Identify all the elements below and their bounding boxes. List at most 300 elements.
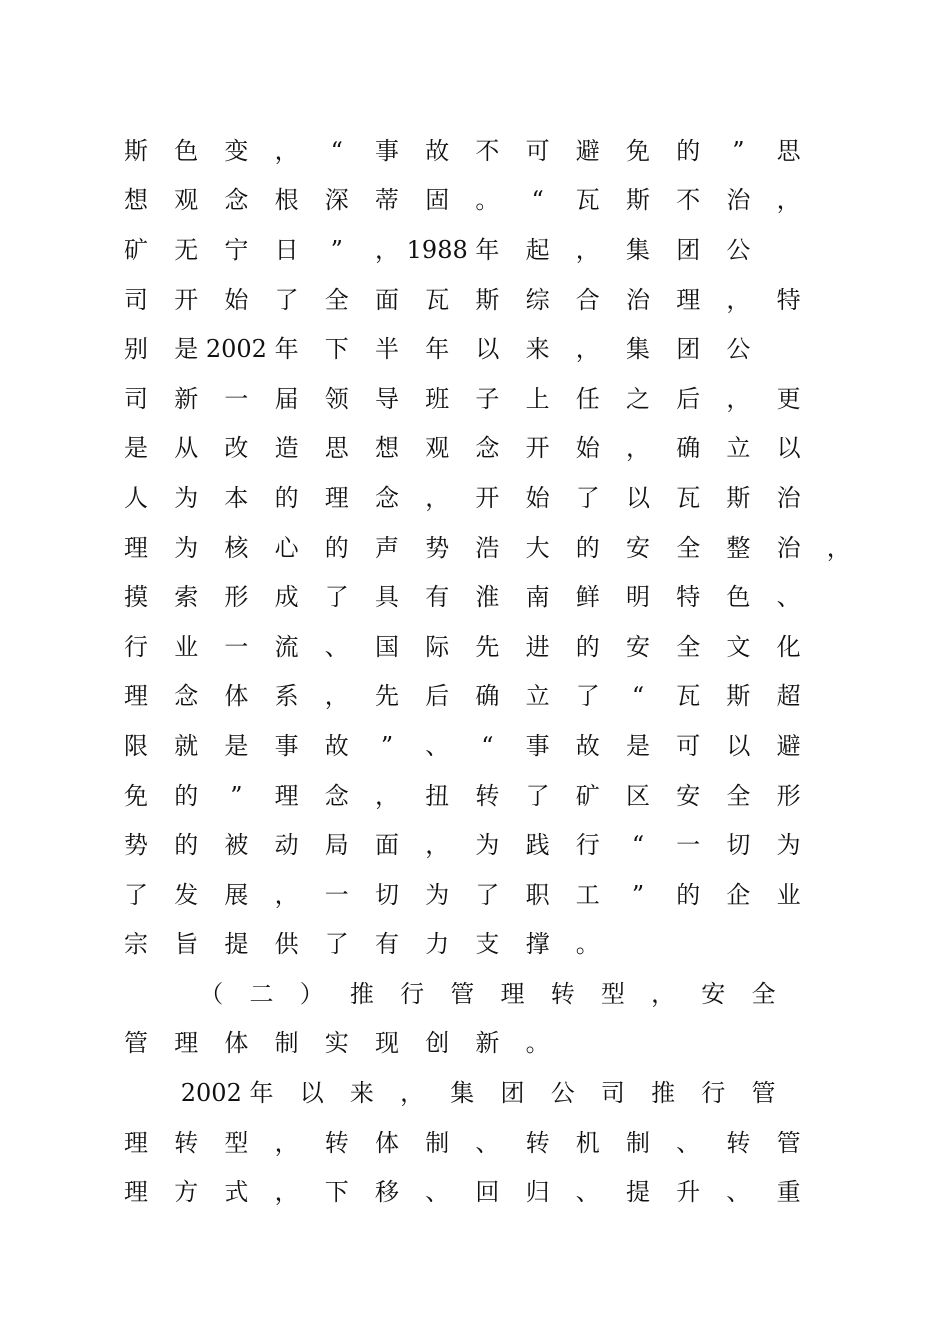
text-glyph: 行 — [124, 632, 148, 661]
text-glyph: 的 — [274, 483, 299, 512]
text-glyph: 限 — [124, 731, 148, 760]
text-glyph: 。 — [475, 186, 500, 215]
text-glyph: 之 — [626, 384, 650, 413]
text-glyph: 念 — [324, 781, 349, 810]
text-glyph: 明 — [626, 583, 650, 612]
text-glyph: 事 — [375, 136, 399, 165]
text-glyph: 管 — [124, 1029, 148, 1058]
text-glyph: 现 — [375, 1029, 399, 1058]
text-glyph: 瓦 — [676, 682, 701, 711]
text-glyph: 管 — [450, 979, 475, 1008]
text-glyph: 色 — [726, 583, 751, 612]
text-line — [112, 771, 852, 821]
text-glyph: 免 — [124, 781, 148, 810]
text-glyph: 年 — [425, 335, 450, 364]
text-glyph: 安 — [626, 632, 650, 661]
text-glyph: 创 — [425, 1029, 450, 1058]
text-glyph: 的 — [575, 632, 600, 661]
text-glyph: 形 — [224, 583, 249, 612]
text-glyph: ， — [375, 235, 399, 264]
text-glyph: ） — [299, 979, 324, 1008]
text-glyph: 固 — [425, 186, 450, 215]
text-glyph: 了 — [324, 583, 349, 612]
text-glyph: 集 — [626, 235, 650, 264]
text-glyph: 斯 — [475, 285, 500, 314]
text-glyph: 斯 — [626, 186, 650, 215]
text-glyph: 司 — [600, 1079, 625, 1108]
text-glyph: 可 — [525, 136, 550, 165]
text-glyph: 公 — [550, 1079, 575, 1108]
text-glyph: 区 — [626, 781, 650, 810]
text-glyph: 工 — [575, 880, 600, 909]
text-glyph: 届 — [274, 384, 299, 413]
text-glyph: 瓦 — [575, 186, 600, 215]
text-glyph: 公 — [726, 235, 751, 264]
text-glyph: 行 — [575, 831, 600, 860]
text-glyph: ， — [575, 235, 600, 264]
text-glyph: 全 — [726, 781, 751, 810]
text-glyph: 可 — [676, 731, 701, 760]
text-glyph: 观 — [425, 434, 450, 463]
text-glyph: 一 — [676, 831, 701, 860]
text-glyph: 整 — [726, 533, 751, 562]
text-glyph: ， — [274, 1128, 299, 1157]
text-glyph: 了 — [475, 880, 500, 909]
section-heading-line — [112, 1019, 852, 1069]
text-glyph: 系 — [274, 682, 299, 711]
text-glyph: 为 — [174, 533, 199, 562]
text-glyph: 制 — [626, 1128, 650, 1157]
text-glyph: 声 — [375, 533, 399, 562]
text-glyph: 势 — [425, 533, 450, 562]
text-glyph: 一 — [224, 384, 249, 413]
text-glyph: ” — [230, 781, 243, 810]
text-glyph: 升 — [676, 1178, 701, 1207]
text-glyph: 深 — [324, 186, 349, 215]
text-glyph: 事 — [274, 731, 299, 760]
text-glyph: 念 — [224, 186, 249, 215]
text-glyph: 以 — [726, 731, 751, 760]
text-glyph: 的 — [575, 533, 600, 562]
text-glyph: 斯 — [726, 682, 751, 711]
text-glyph: 下 — [324, 1178, 349, 1207]
text-glyph: 年 — [274, 335, 299, 364]
text-glyph: 被 — [224, 831, 249, 860]
text-glyph: 不 — [475, 136, 500, 165]
text-line — [112, 424, 852, 474]
text-glyph: 、 — [726, 1178, 751, 1207]
text-glyph: 以 — [299, 1079, 324, 1108]
text-glyph: 念 — [475, 434, 500, 463]
text-glyph: 无 — [174, 235, 199, 264]
text-glyph: 导 — [375, 384, 399, 413]
text-glyph: 矿 — [124, 235, 148, 264]
text-glyph: 制 — [425, 1128, 450, 1157]
text-glyph: 的 — [676, 880, 701, 909]
text-glyph: 新 — [174, 384, 199, 413]
text-line — [112, 324, 852, 374]
text-glyph: 根 — [274, 186, 299, 215]
text-glyph: 特 — [676, 583, 701, 612]
text-glyph: 司 — [124, 384, 148, 413]
text-glyph: 南 — [525, 583, 550, 612]
text-glyph: ” — [380, 731, 394, 760]
text-glyph: 了 — [124, 880, 148, 909]
text-glyph: 就 — [174, 731, 199, 760]
text-glyph: 型 — [600, 979, 625, 1008]
text-glyph: 面 — [375, 831, 399, 860]
text-glyph: 全 — [676, 632, 701, 661]
text-glyph: 体 — [375, 1128, 399, 1157]
text-glyph: 任 — [575, 384, 600, 413]
text-glyph: 司 — [124, 285, 148, 314]
text-glyph: 理 — [676, 285, 701, 314]
text-glyph: 超 — [776, 682, 801, 711]
text-glyph: 念 — [174, 682, 199, 711]
text-glyph: 故 — [425, 136, 450, 165]
text-glyph: 了 — [274, 285, 299, 314]
text-glyph: 旨 — [174, 930, 199, 959]
text-glyph: 思 — [776, 136, 801, 165]
text-glyph: 避 — [575, 136, 600, 165]
text-glyph: 造 — [274, 434, 299, 463]
text-glyph: 提 — [626, 1178, 650, 1207]
text-glyph: 故 — [324, 731, 349, 760]
text-glyph: 后 — [425, 682, 450, 711]
text-glyph: 摸 — [124, 583, 148, 612]
text-glyph: 宁 — [224, 235, 249, 264]
text-glyph: 为 — [475, 831, 500, 860]
text-glyph: 瓦 — [676, 483, 701, 512]
text-glyph: 矿 — [575, 781, 600, 810]
text-glyph: 故 — [575, 731, 600, 760]
text-glyph: 业 — [174, 632, 199, 661]
text-glyph: 开 — [475, 483, 500, 512]
text-glyph: 综 — [525, 285, 550, 314]
text-glyph: 不 — [676, 186, 701, 215]
text-glyph: 理 — [124, 533, 148, 562]
text-glyph: 转 — [475, 781, 500, 810]
text-glyph: 供 — [274, 930, 299, 959]
text-glyph: 下 — [324, 335, 349, 364]
text-glyph: 团 — [676, 235, 701, 264]
text-glyph: 式 — [224, 1178, 249, 1207]
text-line — [112, 672, 852, 722]
text-glyph: 以 — [626, 483, 650, 512]
paragraph-start-line — [112, 1068, 852, 1118]
text-glyph: 日 — [274, 235, 299, 264]
text-glyph: 了 — [324, 930, 349, 959]
text-line — [112, 920, 852, 970]
text-glyph: 切 — [726, 831, 751, 860]
text-glyph: 机 — [575, 1128, 600, 1157]
text-glyph: 2002 — [205, 335, 267, 364]
text-glyph: ， — [375, 781, 399, 810]
text-glyph: 动 — [274, 831, 299, 860]
text-glyph: 企 — [726, 880, 751, 909]
text-glyph: 型 — [224, 1128, 249, 1157]
text-glyph: 、 — [676, 1128, 701, 1157]
text-glyph: 推 — [651, 1079, 676, 1108]
text-glyph: 开 — [525, 434, 550, 463]
text-glyph: 提 — [224, 930, 249, 959]
text-glyph: 来 — [525, 335, 550, 364]
text-glyph: 职 — [525, 880, 550, 909]
text-glyph: 文 — [726, 632, 751, 661]
text-glyph: 是 — [174, 335, 199, 364]
text-line — [112, 870, 852, 920]
text-glyph: 想 — [375, 434, 399, 463]
text-glyph: ” — [732, 136, 745, 165]
text-glyph: 制 — [274, 1029, 299, 1058]
text-glyph: 、 — [425, 1178, 450, 1207]
text-line — [112, 820, 852, 870]
text-glyph: 推 — [349, 979, 374, 1008]
text-glyph: 。 — [525, 1029, 550, 1058]
text-glyph: 团 — [676, 335, 701, 364]
text-glyph: 转 — [174, 1128, 199, 1157]
text-glyph: 际 — [425, 632, 450, 661]
text-glyph: 先 — [375, 682, 399, 711]
text-glyph: 为 — [776, 831, 801, 860]
text-glyph: 合 — [575, 285, 600, 314]
text-glyph: 转 — [726, 1128, 751, 1157]
text-glyph: 治 — [726, 186, 751, 215]
text-glyph: 新 — [475, 1029, 500, 1058]
text-glyph: 了 — [525, 781, 550, 810]
text-glyph: 浩 — [475, 533, 500, 562]
text-glyph: 切 — [375, 880, 399, 909]
text-glyph: ， — [626, 434, 650, 463]
text-line — [112, 1118, 852, 1168]
text-line — [112, 622, 852, 672]
text-glyph: ， — [826, 533, 851, 562]
text-glyph: 集 — [450, 1079, 475, 1108]
text-glyph: 二 — [249, 979, 274, 1008]
text-glyph: 具 — [375, 583, 399, 612]
text-glyph: 鲜 — [575, 583, 600, 612]
text-glyph: 理 — [174, 1029, 199, 1058]
text-line — [112, 225, 852, 275]
text-glyph: “ — [631, 831, 645, 860]
text-line — [112, 374, 852, 424]
text-glyph: 子 — [475, 384, 500, 413]
text-glyph: 更 — [776, 384, 801, 413]
text-glyph: 人 — [124, 483, 148, 512]
text-glyph: 的 — [324, 533, 349, 562]
text-glyph: ， — [425, 483, 450, 512]
text-glyph: 避 — [776, 731, 801, 760]
text-glyph: 始 — [224, 285, 249, 314]
text-glyph: “ — [631, 682, 645, 711]
text-glyph: 始 — [525, 483, 550, 512]
text-glyph: 、 — [776, 583, 801, 612]
text-glyph: 1988 — [406, 235, 468, 264]
text-glyph: ， — [425, 831, 450, 860]
text-glyph: 全 — [324, 285, 349, 314]
text-glyph: 理 — [324, 483, 349, 512]
text-line — [112, 275, 852, 325]
text-glyph: 斯 — [726, 483, 751, 512]
text-glyph: ” — [330, 235, 343, 264]
text-glyph: ， — [575, 335, 600, 364]
text-glyph: 索 — [174, 583, 199, 612]
text-glyph: 淮 — [475, 583, 500, 612]
text-glyph: 斯 — [124, 136, 148, 165]
text-glyph: 势 — [124, 831, 148, 860]
text-glyph: 、 — [475, 1128, 500, 1157]
text-glyph: 面 — [375, 285, 399, 314]
text-glyph: 确 — [475, 682, 500, 711]
text-glyph: 上 — [525, 384, 550, 413]
text-line — [112, 572, 852, 622]
text-glyph: 是 — [626, 731, 650, 760]
text-glyph: 为 — [174, 483, 199, 512]
text-glyph: 确 — [676, 434, 701, 463]
section-heading-line — [112, 969, 852, 1019]
text-glyph: 以 — [475, 335, 500, 364]
text-glyph: 行 — [701, 1079, 726, 1108]
text-glyph: 有 — [375, 930, 399, 959]
text-glyph: ， — [776, 186, 801, 215]
text-glyph: 。 — [575, 930, 600, 959]
text-glyph: 变 — [224, 136, 249, 165]
text-line — [112, 473, 852, 523]
text-glyph: 全 — [676, 533, 701, 562]
text-glyph: 特 — [776, 285, 801, 314]
text-line — [112, 126, 852, 176]
text-glyph: ， — [726, 384, 751, 413]
text-glyph: 成 — [274, 583, 299, 612]
text-glyph: 展 — [224, 880, 249, 909]
text-glyph: 理 — [274, 781, 299, 810]
text-glyph: 业 — [776, 880, 801, 909]
text-glyph: 立 — [726, 434, 751, 463]
text-glyph: 来 — [349, 1079, 374, 1108]
text-glyph: ， — [400, 1079, 425, 1108]
text-glyph: 为 — [425, 880, 450, 909]
text-glyph: 体 — [224, 1029, 249, 1058]
text-glyph: 转 — [525, 1128, 550, 1157]
text-glyph: 治 — [776, 533, 801, 562]
text-glyph: 力 — [425, 930, 450, 959]
text-glyph: 、 — [324, 632, 349, 661]
text-glyph: 、 — [425, 731, 450, 760]
text-glyph: 是 — [124, 434, 148, 463]
text-glyph: 流 — [274, 632, 299, 661]
text-glyph: （ — [199, 979, 224, 1008]
text-glyph: “ — [330, 136, 343, 165]
text-glyph: 别 — [124, 335, 148, 364]
body-text — [112, 126, 852, 1217]
text-glyph: ， — [274, 880, 299, 909]
text-glyph: 、 — [575, 1178, 600, 1207]
text-glyph: 转 — [550, 979, 575, 1008]
text-glyph: 起 — [525, 235, 550, 264]
text-glyph: 2002 — [180, 1079, 242, 1108]
text-glyph: 大 — [525, 533, 550, 562]
text-glyph: 色 — [174, 136, 199, 165]
text-glyph: 局 — [324, 831, 349, 860]
text-glyph: 治 — [776, 483, 801, 512]
text-glyph: 归 — [525, 1178, 550, 1207]
text-glyph: 念 — [375, 483, 399, 512]
text-line — [112, 523, 852, 573]
text-glyph: ， — [726, 285, 751, 314]
text-glyph: 开 — [174, 285, 199, 314]
text-glyph: 立 — [525, 682, 550, 711]
text-line — [112, 1167, 852, 1217]
text-glyph: 转 — [324, 1128, 349, 1157]
text-glyph: 一 — [324, 880, 349, 909]
text-glyph: “ — [531, 186, 544, 215]
text-glyph: 年 — [475, 235, 500, 264]
text-glyph: 形 — [776, 781, 801, 810]
text-glyph: 领 — [324, 384, 349, 413]
text-glyph: 后 — [676, 384, 701, 413]
text-glyph: 理 — [124, 1128, 148, 1157]
text-glyph: 本 — [224, 483, 249, 512]
text-glyph: 始 — [575, 434, 600, 463]
text-glyph: 理 — [124, 1178, 148, 1207]
text-glyph: “ — [481, 731, 494, 760]
text-glyph: 核 — [224, 533, 249, 562]
text-glyph: 体 — [224, 682, 249, 711]
text-glyph: 团 — [500, 1079, 525, 1108]
text-glyph: 进 — [525, 632, 550, 661]
text-glyph: 扭 — [425, 781, 450, 810]
text-glyph: 国 — [375, 632, 399, 661]
text-glyph: 安 — [701, 979, 726, 1008]
text-glyph: 了 — [575, 682, 600, 711]
text-glyph: 撑 — [525, 930, 550, 959]
text-glyph: 管 — [776, 1128, 801, 1157]
text-glyph: 年 — [249, 1079, 274, 1108]
text-glyph: 集 — [626, 335, 650, 364]
text-glyph: 方 — [174, 1178, 199, 1207]
text-glyph: 瓦 — [425, 285, 450, 314]
text-glyph: 化 — [776, 632, 801, 661]
text-glyph: 的 — [174, 781, 199, 810]
text-glyph: 践 — [525, 831, 550, 860]
text-glyph: 有 — [425, 583, 450, 612]
text-glyph: 安 — [676, 781, 701, 810]
text-glyph: 一 — [224, 632, 249, 661]
text-glyph: 心 — [274, 533, 299, 562]
text-glyph: ， — [651, 979, 676, 1008]
text-glyph: 改 — [224, 434, 249, 463]
text-glyph: 以 — [776, 434, 801, 463]
text-glyph: 管 — [751, 1079, 776, 1108]
text-glyph: 实 — [324, 1029, 349, 1058]
text-glyph: 移 — [375, 1178, 399, 1207]
text-glyph: ， — [274, 1178, 299, 1207]
text-glyph: 思 — [324, 434, 349, 463]
text-glyph: 免 — [626, 136, 650, 165]
text-glyph: 班 — [425, 384, 450, 413]
text-glyph: 支 — [475, 930, 500, 959]
text-glyph: 行 — [400, 979, 425, 1008]
text-glyph: 理 — [124, 682, 148, 711]
text-glyph: ” — [631, 880, 645, 909]
text-glyph: 重 — [776, 1178, 801, 1207]
text-glyph: 半 — [375, 335, 399, 364]
text-glyph: 从 — [174, 434, 199, 463]
text-glyph: 全 — [751, 979, 776, 1008]
text-line — [112, 176, 852, 226]
text-glyph: 的 — [174, 831, 199, 860]
text-glyph: 观 — [174, 186, 199, 215]
